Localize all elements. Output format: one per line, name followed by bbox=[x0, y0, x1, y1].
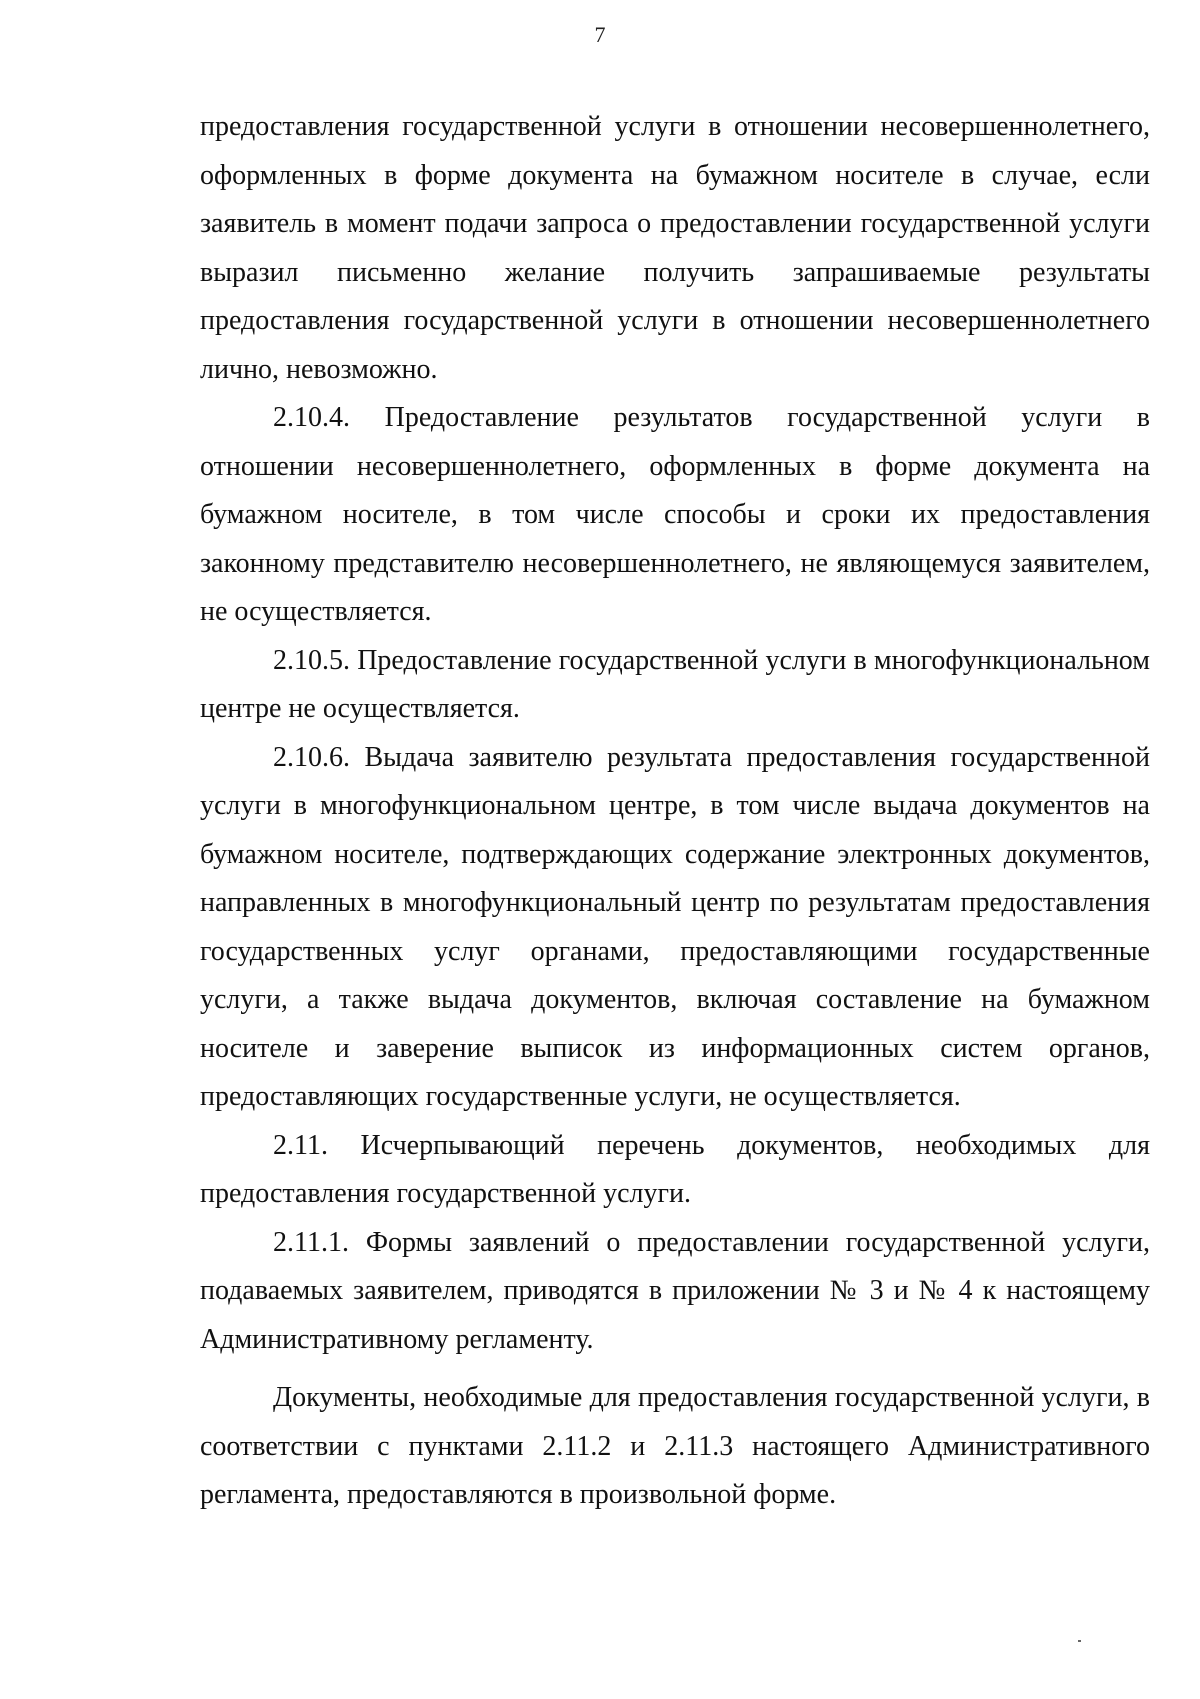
paragraph-2-10-6: 2.10.6. Выдача заявителю результата предоставления государственной услуги в многофункциональном центре, в том числе выдача документов на бумажном носителе, подтверждающих содержание электронных документов, направленных в многофункциональный центр по результатам предоставления государственных услуг органами, предоставляющими государственные услуги, а также выдача документов, включая составление на бумажном носителе и заверение выписок из информационных систем органов, предоставляющих государственные услуги, не осуществляется. bbox=[200, 741, 1150, 1112]
page-number: 7 bbox=[594, 22, 606, 47]
paragraph-2-10-5: 2.10.5. Предоставление государственной услуги в многофункциональном центре не осуществляется. bbox=[200, 644, 1150, 724]
document-body bbox=[200, 103, 1150, 1520]
paragraph-2-10-4: 2.10.4. Предоставление результатов государственной услуги в отношении несовершеннолетнего, оформленных в форме документа на бумажном носителе, в том числе способы и сроки их предоставления законному представителю несовершеннолетнего, не являющемуся заявителем, не осуществляется. bbox=[200, 402, 1150, 627]
paragraph-continuation: предоставления государственной услуги в отношении несовершеннолетнего, оформленных в форме документа на бумажном носителе в случае, если заявитель в момент подачи запроса о предоставлении государственной услуги выразил письменно желание получить запрашиваемые результаты предоставления государственной услуги в отношении несовершеннолетнего лично, невозможно. bbox=[200, 111, 1150, 385]
scan-speck bbox=[1078, 1640, 1081, 1642]
paragraph-2-11-1: 2.11.1. Формы заявлений о предоставлении государственной услуги, подаваемых заявителем, приводятся в приложении № 3 и № 4 к настоящему Административному регламенту. bbox=[200, 1226, 1150, 1355]
paragraph-2-11: 2.11. Исчерпывающий перечень документов, необходимых для предоставления государственной услуги. bbox=[200, 1129, 1150, 1209]
paragraph-documents-note: Документы, необходимые для предоставления государственной услуги, в соответствии с пунктами 2.11.2 и 2.11.3 настоящего Административного регламента, предоставляются в произвольной форме. bbox=[200, 1382, 1150, 1510]
